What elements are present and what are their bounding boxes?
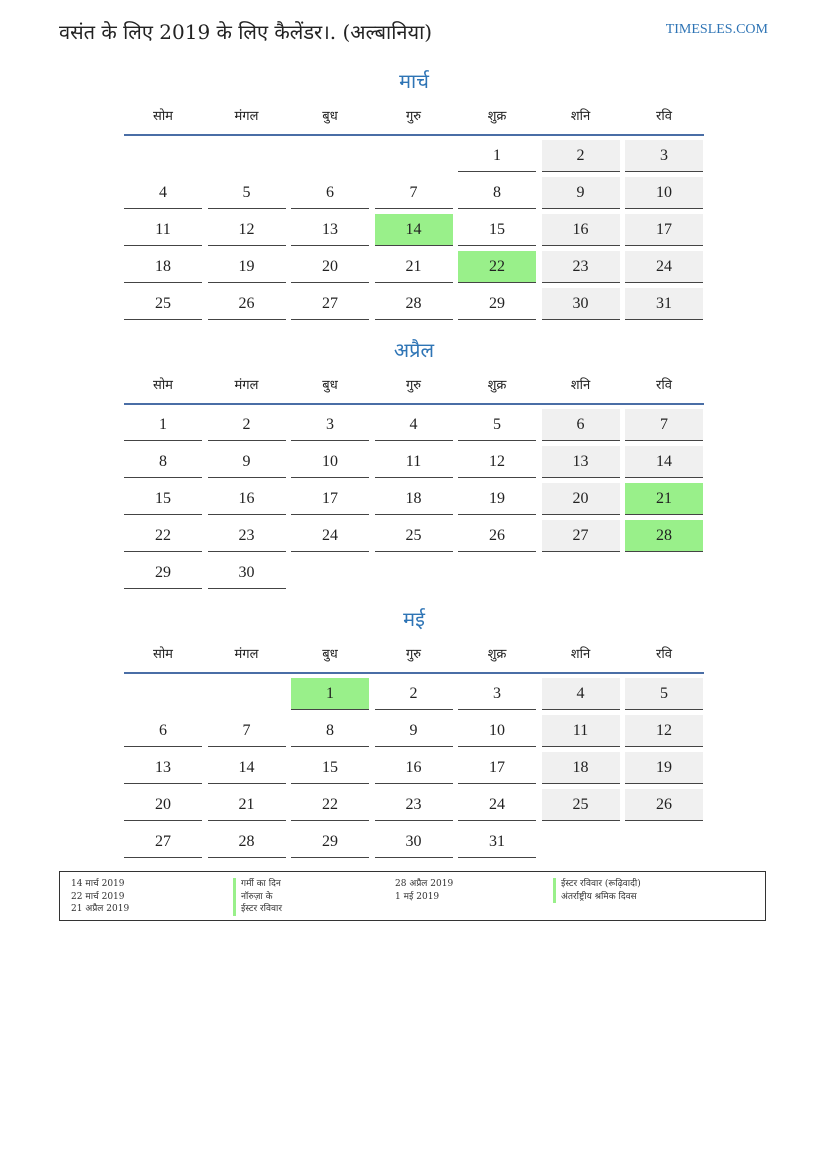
day-cell: 3 — [458, 678, 536, 710]
holiday-legend — [59, 871, 766, 921]
day-cell: 24 — [291, 520, 369, 552]
weekday-label: सोम — [153, 647, 173, 662]
day-cell: 10 — [625, 177, 703, 209]
month-title: अप्रैल — [393, 338, 435, 362]
legend-date: 28 अप्रैल 2019 — [395, 879, 454, 889]
day-cell: 4 — [124, 177, 202, 209]
weekday-label: गुरु — [405, 647, 422, 662]
day-cell: 3 — [291, 409, 369, 441]
month-may — [124, 604, 704, 858]
empty-day-cell — [375, 140, 453, 171]
day-cell: 11 — [375, 446, 453, 478]
weekday-label: रवि — [656, 647, 672, 662]
day-cell: 26 — [208, 288, 286, 320]
day-cell: 18 — [124, 251, 202, 283]
day-cell: 30 — [208, 557, 286, 589]
day-cell: 12 — [625, 715, 703, 747]
day-cell: 21 — [625, 483, 703, 515]
legend-date: 14 मार्च 2019 — [71, 879, 125, 889]
day-cell: 6 — [291, 177, 369, 209]
day-cell: 28 — [375, 288, 453, 320]
day-cell: 4 — [542, 678, 620, 710]
day-cell: 2 — [208, 409, 286, 441]
legend-holiday-name: ईस्टर रविवार (रूढ़िवादी) — [553, 878, 641, 891]
day-cell: 12 — [208, 214, 286, 246]
weekday-label: मंगल — [234, 647, 259, 662]
weekday-label: मंगल — [234, 378, 259, 393]
day-cell: 28 — [625, 520, 703, 552]
day-cell: 15 — [124, 483, 202, 515]
empty-day-cell — [124, 678, 202, 709]
empty-day-cell — [208, 140, 286, 171]
day-cell: 13 — [291, 214, 369, 246]
day-cell: 22 — [458, 251, 536, 283]
weekday-label: शुक्र — [487, 647, 507, 662]
day-cell: 13 — [542, 446, 620, 478]
day-cell: 16 — [375, 752, 453, 784]
day-cell: 28 — [208, 826, 286, 858]
day-cell: 22 — [291, 789, 369, 821]
weekday-header — [124, 365, 704, 405]
day-cell: 5 — [208, 177, 286, 209]
day-cell: 4 — [375, 409, 453, 441]
day-cell: 24 — [625, 251, 703, 283]
day-cell: 26 — [458, 520, 536, 552]
day-cell: 7 — [208, 715, 286, 747]
day-cell: 21 — [208, 789, 286, 821]
day-cell: 2 — [542, 140, 620, 172]
day-cell: 9 — [375, 715, 453, 747]
page-title: वसंत के लिए 2019 के लिए कैलेंडर।. (अल्बानिया) — [59, 20, 433, 44]
empty-day-cell — [124, 140, 202, 171]
legend-holiday-name: नॉरुज़ा के — [233, 891, 282, 904]
weekday-label: गुरु — [405, 378, 422, 393]
day-cell: 22 — [124, 520, 202, 552]
month-title: मई — [403, 607, 425, 631]
day-cell: 17 — [625, 214, 703, 246]
day-cell: 25 — [542, 789, 620, 821]
weekday-label: रवि — [656, 109, 672, 124]
day-cell: 5 — [625, 678, 703, 710]
day-cell: 18 — [375, 483, 453, 515]
day-cell: 19 — [458, 483, 536, 515]
weekday-header — [124, 96, 704, 136]
empty-day-cell — [291, 140, 369, 171]
weekday-label: शनि — [570, 378, 591, 393]
weekday-label: शुक्र — [487, 378, 507, 393]
legend-names-col-1 — [233, 878, 282, 916]
weekday-label: गुरु — [405, 109, 422, 124]
day-grid — [124, 409, 704, 589]
day-cell: 23 — [375, 789, 453, 821]
day-cell: 13 — [124, 752, 202, 784]
day-cell: 2 — [375, 678, 453, 710]
day-cell: 15 — [291, 752, 369, 784]
day-cell: 10 — [458, 715, 536, 747]
day-cell: 6 — [124, 715, 202, 747]
day-cell: 7 — [625, 409, 703, 441]
day-cell: 27 — [542, 520, 620, 552]
site-link[interactable]: TIMESLES.COM — [665, 22, 768, 37]
day-cell: 1 — [124, 409, 202, 441]
weekday-label: शुक्र — [487, 109, 507, 124]
day-cell: 25 — [375, 520, 453, 552]
day-cell: 7 — [375, 177, 453, 209]
day-cell: 11 — [542, 715, 620, 747]
weekday-label: बुध — [322, 378, 338, 393]
day-cell: 25 — [124, 288, 202, 320]
day-cell: 31 — [458, 826, 536, 858]
day-cell: 14 — [625, 446, 703, 478]
day-cell: 18 — [542, 752, 620, 784]
day-cell: 27 — [291, 288, 369, 320]
empty-day-cell — [208, 678, 286, 709]
day-cell: 12 — [458, 446, 536, 478]
day-cell: 19 — [625, 752, 703, 784]
weekday-label: बुध — [322, 647, 338, 662]
day-cell: 26 — [625, 789, 703, 821]
legend-dates-col-1 — [71, 878, 129, 916]
day-cell: 31 — [625, 288, 703, 320]
month-title: मार्च — [399, 69, 429, 93]
day-cell: 30 — [375, 826, 453, 858]
legend-holiday-name: गर्मी का दिन — [233, 878, 282, 891]
day-cell: 9 — [542, 177, 620, 209]
weekday-label: बुध — [322, 109, 338, 124]
day-cell: 23 — [542, 251, 620, 283]
weekday-header — [124, 634, 704, 674]
legend-date: 21 अप्रैल 2019 — [71, 904, 130, 914]
day-cell: 24 — [458, 789, 536, 821]
day-cell: 19 — [208, 251, 286, 283]
day-cell: 3 — [625, 140, 703, 172]
day-cell: 29 — [458, 288, 536, 320]
day-cell: 5 — [458, 409, 536, 441]
legend-holiday-name: अंतर्राष्ट्रीय श्रमिक दिवस — [553, 891, 641, 904]
weekday-label: मंगल — [234, 109, 259, 124]
day-cell: 27 — [124, 826, 202, 858]
legend-holiday-name: ईस्टर रविवार — [233, 903, 282, 916]
day-cell: 17 — [291, 483, 369, 515]
day-cell: 20 — [291, 251, 369, 283]
legend-dates-col-2 — [395, 878, 453, 903]
day-cell: 11 — [124, 214, 202, 246]
legend-date: 1 मई 2019 — [395, 891, 440, 902]
day-cell: 29 — [291, 826, 369, 858]
day-cell: 6 — [542, 409, 620, 441]
day-cell: 1 — [291, 678, 369, 710]
weekday-label: रवि — [656, 378, 672, 393]
day-cell: 9 — [208, 446, 286, 478]
day-cell: 30 — [542, 288, 620, 320]
day-cell: 20 — [124, 789, 202, 821]
day-cell: 14 — [208, 752, 286, 784]
day-cell: 21 — [375, 251, 453, 283]
day-cell: 16 — [208, 483, 286, 515]
day-cell: 15 — [458, 214, 536, 246]
day-grid — [124, 140, 704, 320]
day-cell: 8 — [291, 715, 369, 747]
weekday-label: शनि — [570, 647, 591, 662]
day-cell: 17 — [458, 752, 536, 784]
legend-names-col-2 — [553, 878, 641, 903]
day-cell: 16 — [542, 214, 620, 246]
day-grid — [124, 678, 704, 858]
day-cell: 14 — [375, 214, 453, 246]
day-cell: 23 — [208, 520, 286, 552]
day-cell: 20 — [542, 483, 620, 515]
day-cell: 8 — [458, 177, 536, 209]
legend-date: 22 मार्च 2019 — [71, 891, 125, 902]
day-cell: 29 — [124, 557, 202, 589]
day-cell: 8 — [124, 446, 202, 478]
month-april — [124, 335, 704, 589]
month-march — [124, 66, 704, 320]
weekday-label: सोम — [153, 109, 173, 124]
day-cell: 1 — [458, 140, 536, 172]
weekday-label: शनि — [570, 109, 591, 124]
weekday-label: सोम — [153, 378, 173, 393]
day-cell: 10 — [291, 446, 369, 478]
